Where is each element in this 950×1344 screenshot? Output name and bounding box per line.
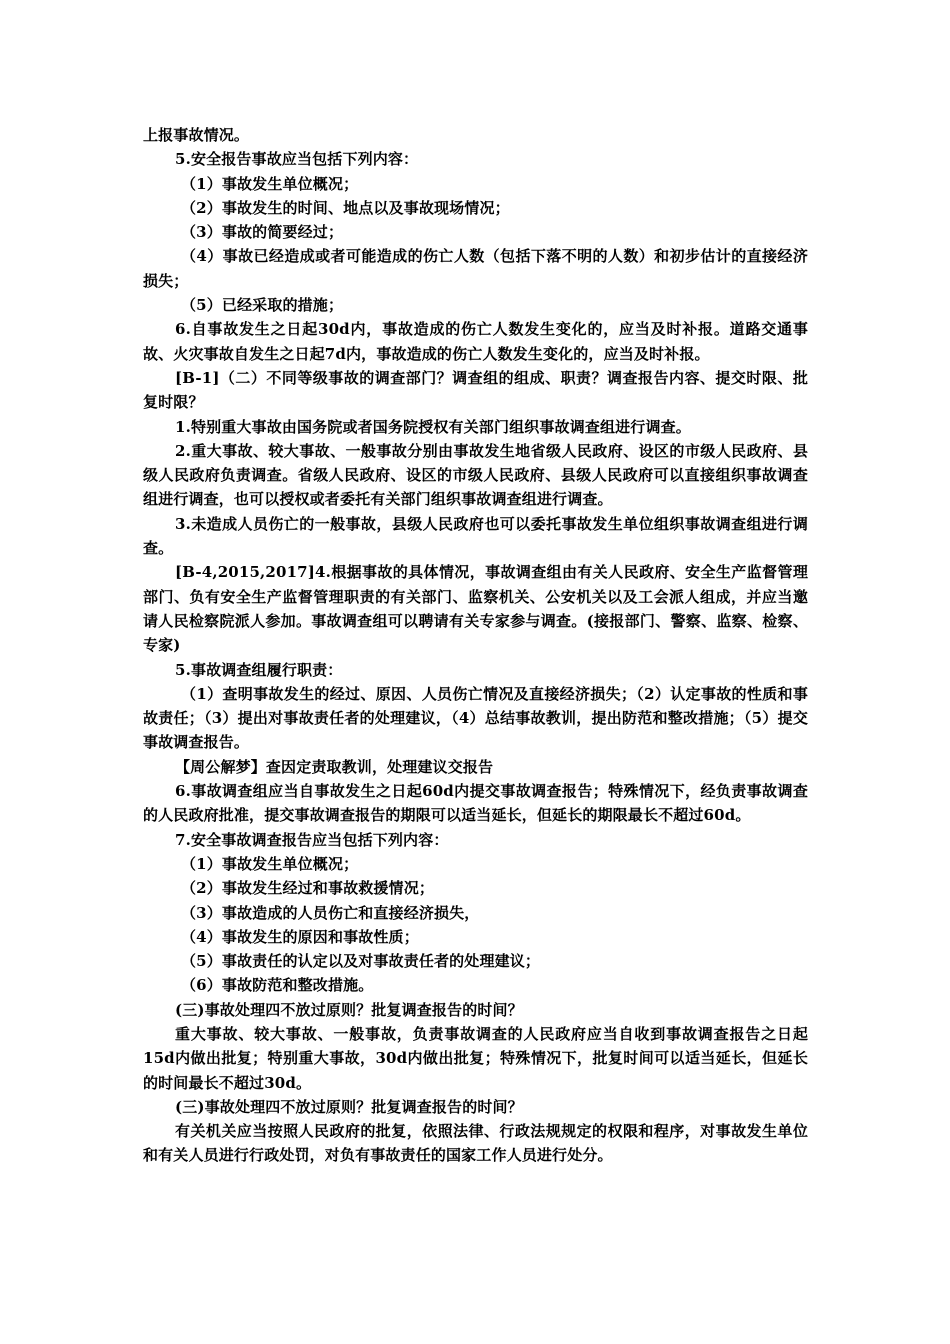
list-item: （5）已经采取的措施； bbox=[181, 296, 344, 315]
list-item: （5）事故责任的认定以及对事故责任者的处理建议； bbox=[181, 952, 541, 971]
paragraph-continuation: 上报事故情况。 bbox=[143, 126, 250, 144]
list-item: （6）事故防范和整改措施。 bbox=[181, 976, 374, 995]
paragraph: 3.未造成人员伤亡的一般事故，县级人民政府也可以委托事故发生单位组织事故调查组进行调查。 bbox=[143, 514, 808, 558]
paragraph: 重大事故、较大事故、一般事故，负责事故调查的人民政府应当自收到事故调查报告之日起15d内做出批复；特别重大事故，30d内做出批复；特殊情况下，批复时间可以适当延长，但延长的时间最长不超过30d。 bbox=[143, 1024, 808, 1092]
paragraph: 2.重大事故、较大事故、一般事故分别由事故发生地省级人民政府、设区的市级人民政府、县级人民政府负责调查。省级人民政府、设区的市级人民政府、县级人民政府可以直接组织事故调查组进行调查，也可以授权或者委托有关部门组织事故调查组进行调查。 bbox=[143, 441, 808, 509]
list-item: （2）事故发生的时间、地点以及事故现场情况； bbox=[181, 198, 510, 217]
list-item: （4）事故已经造成或者可能造成的伤亡人数（包括下落不明的人数）和初步估计的直接经济损失； bbox=[143, 247, 808, 290]
list-item: （3）事故造成的人员伤亡和直接经济损失， bbox=[181, 903, 480, 922]
paragraph-report-contents-heading: 5.安全报告事故应当包括下列内容： bbox=[175, 150, 419, 169]
list-item: （3）事故的简要经过； bbox=[181, 223, 344, 242]
section-heading: (三)事故处理四不放过原则？批复调查报告的时间？ bbox=[175, 1097, 523, 1116]
list-item: （1）事故发生单位概况； bbox=[181, 174, 359, 193]
section-heading: (三)事故处理四不放过原则？批复调查报告的时间？ bbox=[175, 1000, 523, 1019]
list-item: （1）事故发生单位概况； bbox=[181, 854, 359, 873]
paragraph-supplement-report: 6.自事故发生之日起30d内，事故造成的伤亡人数发生变化的，应当及时补报。道路交通事故、火灾事故自发生之日起7d内，事故造成的伤亡人数发生变化的，应当及时补报。 bbox=[143, 320, 808, 363]
section-heading-investigation: [B-1]（二）不同等级事故的调查部门？调查组的组成、职责？调查报告内容、提交时限、批复时限？ bbox=[143, 368, 808, 412]
paragraph-report-contents-heading: 7.安全事故调查报告应当包括下列内容： bbox=[175, 830, 449, 849]
paragraph: 6.事故调查组应当自事故发生之日起60d内提交事故调查报告；特殊情况下，经负责事故调查的人民政府批准，提交事故调查报告的期限可以适当延长，但延长的期限最长不超过60d。 bbox=[143, 782, 808, 825]
paragraph-duties: （1）查明事故发生的经过、原因、人员伤亡情况及直接经济损失；（2）认定事故的性质和事故责任；（3）提出对事故责任者的处理建议，（4）总结事故教训，提出防范和整改措施；（5）提交事故调查报告。 bbox=[143, 684, 808, 752]
list-item: （4）事故发生的原因和事故性质； bbox=[181, 927, 419, 946]
mnemonic-note: 【周公解梦】查因定责取教训，处理建议交报告 bbox=[175, 757, 494, 776]
paragraph: 有关机关应当按照人民政府的批复，依照法律、行政法规规定的权限和程序，对事故发生单位和有关人员进行行政处罚，对负有事故责任的国家工作人员进行处分。 bbox=[143, 1122, 808, 1165]
document-body bbox=[143, 123, 808, 1168]
paragraph: 5.事故调查组履行职责： bbox=[175, 660, 343, 679]
list-item: （2）事故发生经过和事故救援情况； bbox=[181, 879, 434, 898]
paragraph: [B-4,2015,2017]4.根据事故的具体情况，事故调查组由有关人民政府、安全生产监督管理部门、负有安全生产监督管理职责的有关部门、监察机关、公安机关以及工会派人组成，并应当邀请人民检察院派人参加。事故调查组可以聘请有关专家参与调查。(接报部门、警察、监察、检察、专家) bbox=[143, 563, 808, 655]
paragraph: 1.特别重大事故由国务院或者国务院授权有关部门组织事故调查组进行调查。 bbox=[175, 417, 691, 436]
